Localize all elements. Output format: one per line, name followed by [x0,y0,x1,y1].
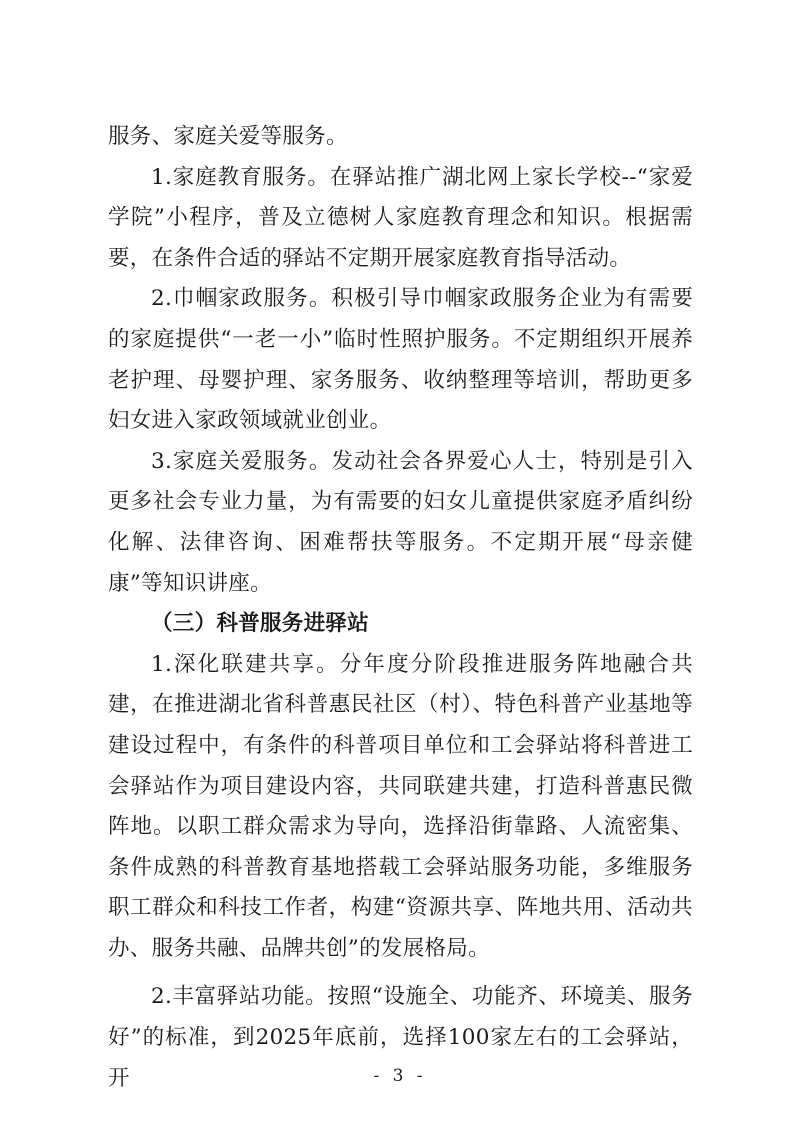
paragraph-joint-building: 1.深化联建共享。分年度分阶段推进服务阵地融合共建，在推进湖北省科普惠民社区（村）、特色科普产业基地等建设过程中，有条件的科普项目单位和工会驿站将科普进工会驿站作为项目建设内容，共同联建共建，打造科普惠民微阵地。以职工群众需求为导向，选择沿街靠路、人流密集、条件成熟的科普教育基地搭载工会驿站服务功能，多维服务职工群众和科技工作者，构建“资源共享、阵地共用、活动共办、服务共融、品牌共创”的发展格局。 [108,651,693,961]
paragraph-continuation: 服务、家庭关爱等服务。 [108,124,348,149]
body-text [108,117,693,1099]
paragraph-family-care: 3.家庭关爱服务。发动社会各界爱心人士，特别是引入更多社会专业力量，为有需要的妇女儿童提供家庭矛盾纠纷化解、法律咨询、困难帮扶等服务。不定期开展“母亲健康”等知识讲座。 [108,448,693,596]
section-heading: （三）科普服务进驿站 [151,611,370,637]
paragraph-family-education: 1.家庭教育服务。在驿站推广湖北网上家长学校--“家爱学院”小程序，普及立德树人家庭教育理念和知识。根据需要，在条件合适的驿站不定期开展家庭教育指导活动。 [108,164,693,271]
paragraph-housekeeping: 2.巾帼家政服务。积极引导巾帼家政服务企业为有需要的家庭提供“一老一小”临时性照护服务。不定期组织开展养老护理、母婴护理、家务服务、收纳整理等培训，帮助更多妇女进入家政领域就业创业。 [108,286,693,434]
page-number: - 3 - [373,1066,427,1086]
paragraph-station-functions: 2.丰富驿站功能。按照“设施全、功能齐、环境美、服务好”的标准，到2025年底前，选择100家左右的工会驿站，开 [108,984,693,1091]
